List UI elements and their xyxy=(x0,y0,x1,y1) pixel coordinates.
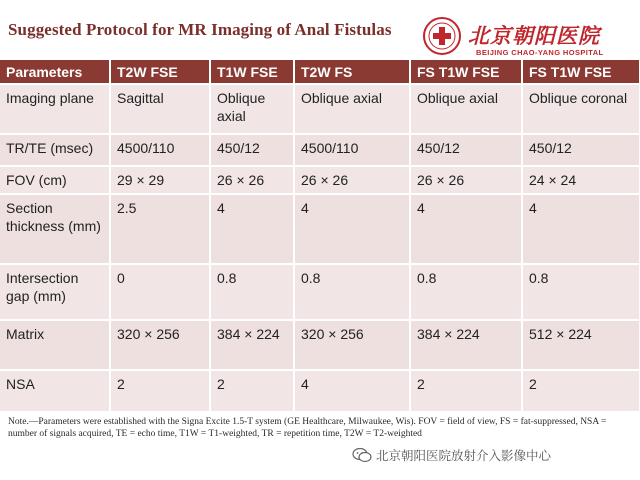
table-cell: Sagittal xyxy=(110,84,210,134)
header-cell: T2W FS xyxy=(294,60,410,84)
table-cell: 2 xyxy=(410,370,522,412)
table-cell: Matrix xyxy=(0,320,110,370)
table-cell: 0 xyxy=(110,264,210,320)
table-cell: Imaging plane xyxy=(0,84,110,134)
table-cell: NSA xyxy=(0,370,110,412)
table-cell: 4 xyxy=(294,194,410,264)
logo-chinese-name: 北京朝阳医院 xyxy=(468,23,600,48)
table-row xyxy=(0,166,640,194)
header-cell: FS T1W FSE xyxy=(522,60,640,84)
table-cell: 0.8 xyxy=(210,264,294,320)
header-cell: FS T1W FSE xyxy=(410,60,522,84)
protocol-table xyxy=(0,60,640,413)
wechat-icon xyxy=(352,447,372,463)
table-row xyxy=(0,194,640,264)
table-cell: 4 xyxy=(522,194,640,264)
table-cell: 29 × 29 xyxy=(110,166,210,194)
table-cell: FOV (cm) xyxy=(0,166,110,194)
table-cell: 384 × 224 xyxy=(410,320,522,370)
table-cell: 450/12 xyxy=(410,134,522,166)
header-cell: Parameters xyxy=(0,60,110,84)
table-cell: Oblique axial xyxy=(294,84,410,134)
table-cell: Oblique axial xyxy=(410,84,522,134)
table-cell: 2 xyxy=(110,370,210,412)
table-cell: 24 × 24 xyxy=(522,166,640,194)
table-cell: 0.8 xyxy=(522,264,640,320)
table-cell: 384 × 224 xyxy=(210,320,294,370)
table-row xyxy=(0,134,640,166)
table-cell: 4 xyxy=(294,370,410,412)
hospital-logo xyxy=(416,14,636,62)
table-cell: 26 × 26 xyxy=(294,166,410,194)
table-cell: 2 xyxy=(522,370,640,412)
table-cell: Intersection gap (mm) xyxy=(0,264,110,320)
table-cell: 450/12 xyxy=(210,134,294,166)
table-row xyxy=(0,370,640,412)
watermark-text: 北京朝阳医院放射介入影像中心 xyxy=(376,448,552,463)
table-cell: Oblique coronal xyxy=(522,84,640,134)
table-cell: Section thickness (mm) xyxy=(0,194,110,264)
logo-english-name: BEIJING CHAO-YANG HOSPITAL xyxy=(476,48,604,57)
table-cell: 26 × 26 xyxy=(410,166,522,194)
table-cell: 4500/110 xyxy=(110,134,210,166)
header-cell: T2W FSE xyxy=(110,60,210,84)
table-cell: 450/12 xyxy=(522,134,640,166)
table-row xyxy=(0,264,640,320)
header-cell: T1W FSE xyxy=(210,60,294,84)
table-cell: 4 xyxy=(410,194,522,264)
table-cell: 0.8 xyxy=(294,264,410,320)
table-cell: TR/TE (msec) xyxy=(0,134,110,166)
hospital-emblem-icon xyxy=(422,16,462,56)
table-footnote: Note.—Parameters were established with the Signa Excite 1.5-T system (GE Healthcare, Milwaukee, Wis). FOV = field of view, FS = fat-suppressed, NSA = number of signals acquired, TE = echo time, T1W = T1-weighted, TR = repetition time, T2W = T2-weighted xyxy=(8,417,607,439)
table-cell: 4 xyxy=(210,194,294,264)
table-cell: 320 × 256 xyxy=(110,320,210,370)
table-cell: 26 × 26 xyxy=(210,166,294,194)
wechat-watermark xyxy=(352,446,551,464)
table-row xyxy=(0,84,640,134)
table-cell: 0.8 xyxy=(410,264,522,320)
table-cell: Oblique axial xyxy=(210,84,294,134)
table-row xyxy=(0,320,640,370)
table-cell: 512 × 224 xyxy=(522,320,640,370)
table-cell: 320 × 256 xyxy=(294,320,410,370)
page-title: Suggested Protocol for MR Imaging of Anal Fistulas xyxy=(8,20,392,39)
table-cell: 2.5 xyxy=(110,194,210,264)
table-header-row xyxy=(0,60,640,84)
table-cell: 4500/110 xyxy=(294,134,410,166)
table-cell: 2 xyxy=(210,370,294,412)
